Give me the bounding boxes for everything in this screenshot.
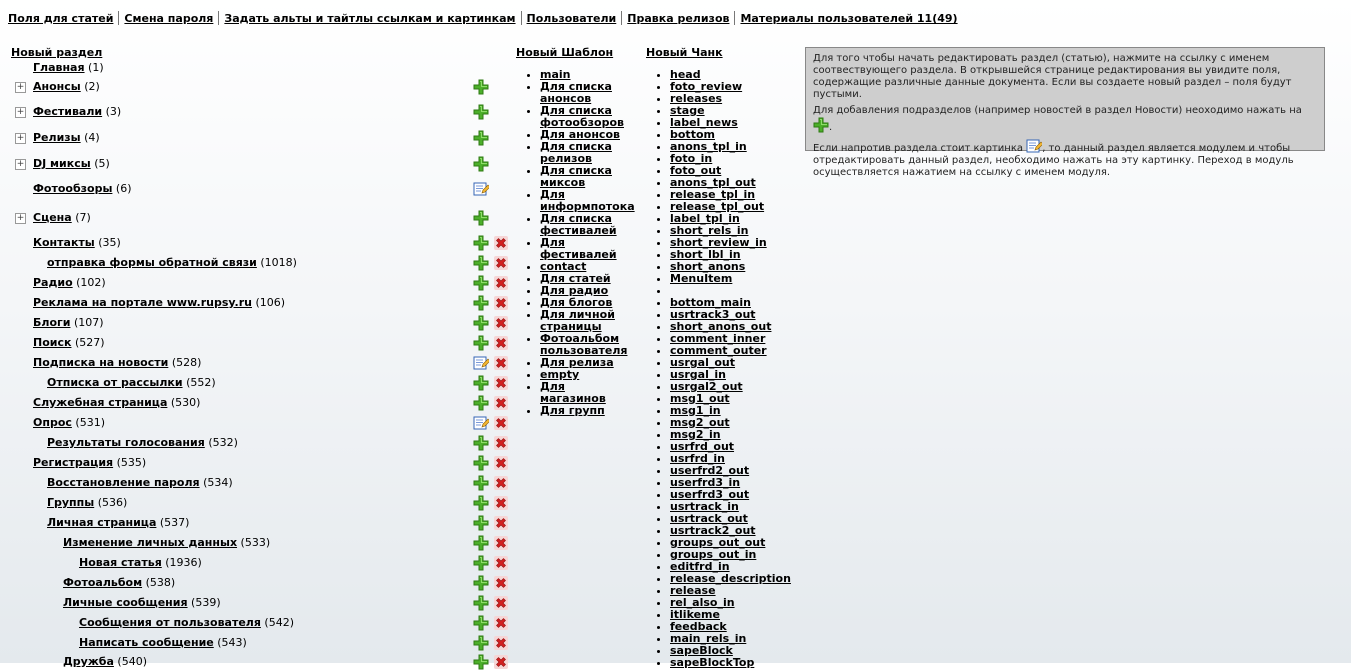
chunk-link[interactable]: releases xyxy=(670,92,723,105)
list-item xyxy=(540,405,635,417)
list-item xyxy=(670,273,791,285)
chunk-link[interactable]: comment_outer xyxy=(670,344,767,357)
tree-row xyxy=(0,104,515,120)
section-count: (3) xyxy=(105,105,122,118)
section-link[interactable]: Новая статья xyxy=(79,556,162,569)
section-link[interactable]: Реклама на портале www.rupsy.ru xyxy=(33,296,252,309)
edit-module-icon[interactable] xyxy=(473,181,489,197)
section-count: (537) xyxy=(159,516,190,529)
tree-item xyxy=(33,395,200,411)
template-link[interactable]: Для релиза xyxy=(540,356,614,369)
template-link[interactable]: contact xyxy=(540,260,587,273)
template-link[interactable]: Для списка миксов xyxy=(540,164,612,189)
plus-icon[interactable] xyxy=(473,615,489,631)
chunk-link[interactable]: anons_tpl_out xyxy=(670,176,756,189)
section-count: (534) xyxy=(203,476,233,489)
chunk-link[interactable]: userfrd3_in xyxy=(670,476,741,489)
help-text-1: Для того чтобы начать редактировать раздел (статью), нажмите на ссылку с именем соотвествующего раздела. В открывшейся странице редактирования вы увидите поля, содержащие различные данные документа. Если вы создаете новый раздел – поля будут пустыми. xyxy=(813,53,1292,100)
plus-icon[interactable] xyxy=(473,295,489,311)
tree-row xyxy=(0,654,515,670)
tree-item xyxy=(33,315,104,331)
tree-row xyxy=(0,60,515,76)
new-section-link[interactable]: Новый раздел xyxy=(11,46,103,59)
chunk-link[interactable]: sapeBlock xyxy=(670,644,733,657)
delete-icon[interactable] xyxy=(493,295,509,311)
section-count: (531) xyxy=(75,416,105,429)
nav-link[interactable]: Задать альты и тайтлы ссылкам и картинкам xyxy=(224,12,516,25)
nav-separator xyxy=(621,11,622,25)
delete-icon[interactable] xyxy=(493,615,509,631)
chunk-link[interactable]: usrtrack_out xyxy=(670,512,748,525)
section-count: (106) xyxy=(255,296,286,309)
delete-icon[interactable] xyxy=(493,375,509,391)
plus-icon[interactable] xyxy=(473,79,489,95)
plus-icon[interactable] xyxy=(473,335,489,351)
tree-item xyxy=(33,355,201,371)
plus-icon[interactable] xyxy=(473,455,489,471)
section-count: (102) xyxy=(76,276,106,289)
plus-icon[interactable] xyxy=(473,315,489,331)
chunk-link[interactable]: foto_in xyxy=(670,152,713,165)
tree-row xyxy=(0,475,515,491)
section-tree xyxy=(0,0,520,668)
section-link[interactable]: Радио xyxy=(33,276,73,289)
tree-item xyxy=(33,210,91,226)
section-link[interactable]: Дружба xyxy=(63,655,114,668)
tree-item xyxy=(33,295,285,311)
expand-plus-icon[interactable]: + xyxy=(16,213,25,223)
tree-item xyxy=(79,555,202,571)
template-link[interactable]: Для магазинов xyxy=(540,380,606,405)
section-link[interactable]: Опрос xyxy=(33,416,72,429)
plus-icon[interactable] xyxy=(473,210,489,226)
chunk-link[interactable]: anons_tpl_in xyxy=(670,140,747,153)
plus-icon[interactable] xyxy=(473,575,489,591)
tree-row xyxy=(0,615,515,631)
chunk-link[interactable]: stage xyxy=(670,104,705,117)
delete-icon[interactable] xyxy=(493,235,509,251)
edit-module-icon xyxy=(1026,138,1042,154)
delete-icon[interactable] xyxy=(493,495,509,511)
tree-item xyxy=(79,615,294,631)
chunk-link[interactable]: short_review_in xyxy=(670,236,767,249)
section-link[interactable]: Контакты xyxy=(33,236,95,249)
plus-icon[interactable] xyxy=(473,595,489,611)
template-link[interactable]: Для личной страницы xyxy=(540,308,615,333)
tree-item xyxy=(79,635,247,651)
chunk-link[interactable]: usrgal_out xyxy=(670,356,736,369)
template-link[interactable]: Для радио xyxy=(540,284,609,297)
plus-icon[interactable] xyxy=(473,635,489,651)
section-count: (532) xyxy=(208,436,238,449)
chunk-link[interactable]: bottom_main xyxy=(670,296,751,309)
section-link[interactable]: Восстановление пароля xyxy=(47,476,200,489)
expand-plus-icon[interactable]: + xyxy=(16,133,25,143)
chunk-link[interactable]: label_news xyxy=(670,116,738,129)
tree-item xyxy=(63,654,147,670)
chunk-link[interactable]: msg2_in xyxy=(670,428,721,441)
plus-icon[interactable] xyxy=(473,235,489,251)
section-link[interactable]: Поиск xyxy=(33,336,72,349)
section-link[interactable]: Фотоальбом xyxy=(63,576,143,589)
plus-icon[interactable] xyxy=(473,435,489,451)
tree-row xyxy=(0,181,515,197)
delete-icon[interactable] xyxy=(493,415,509,431)
chunk-link[interactable]: usrgal2_out xyxy=(670,380,743,393)
delete-icon[interactable] xyxy=(493,575,509,591)
plus-icon[interactable] xyxy=(473,130,489,146)
tree-row xyxy=(0,375,515,391)
section-link[interactable]: Фестивали xyxy=(33,105,103,118)
tree-item xyxy=(33,181,132,197)
help-text-3: Если напротив раздела стоит картинка , то данный раздел является модулем и чтобы отредактировать данный раздел, необходимо нажать на эту картинку. Переход в модуль осуществляется нажатием на ссылку с именем модуля. xyxy=(813,138,1317,179)
chunk-link[interactable]: usrfrd_out xyxy=(670,440,735,453)
section-link[interactable]: Фотообзоры xyxy=(33,182,113,195)
chunk-link[interactable]: itlikeme xyxy=(670,608,720,621)
section-count: (4) xyxy=(84,131,100,144)
chunk-link[interactable]: usrfrd_in xyxy=(670,452,725,465)
section-count: (7) xyxy=(75,211,91,224)
section-count: (35) xyxy=(98,236,121,249)
section-link[interactable]: Регистрация xyxy=(33,456,114,469)
chunk-link[interactable]: comment_inner xyxy=(670,332,766,345)
template-link[interactable]: Для информпотока xyxy=(540,188,635,213)
section-count: (539) xyxy=(191,596,221,609)
section-link[interactable]: отправка формы обратной связи xyxy=(47,256,257,269)
help-text-2: Для добавления подразделов (например новостей в раздел Новости) неоходимо нажать на . xyxy=(813,105,1302,133)
chunk-link[interactable]: foto_review xyxy=(670,80,743,93)
section-link[interactable]: DJ миксы xyxy=(33,157,91,170)
plus-icon[interactable] xyxy=(473,275,489,291)
chunk-link[interactable]: short_anons_out xyxy=(670,320,772,333)
tree-item xyxy=(47,375,216,391)
chunk-link[interactable]: feedback xyxy=(670,620,727,633)
tree-item xyxy=(33,79,100,95)
tree-row xyxy=(0,555,515,571)
templates-list xyxy=(516,69,635,417)
chunk-link[interactable]: release_tpl_in xyxy=(670,188,756,201)
nav-separator xyxy=(521,11,522,25)
tree-item xyxy=(63,575,175,591)
new-chunk-link[interactable]: Новый Чанк xyxy=(646,46,723,59)
tree-item xyxy=(47,435,238,451)
template-link[interactable]: empty xyxy=(540,368,580,381)
tree-item xyxy=(47,515,189,531)
plus-icon[interactable] xyxy=(473,495,489,511)
list-item xyxy=(540,237,635,261)
chunk-link[interactable]: release_tpl_out xyxy=(670,200,765,213)
chunk-link[interactable]: msg1_in xyxy=(670,404,721,417)
chunk-link[interactable]: usrtrack_in xyxy=(670,500,739,513)
chunk-link[interactable]: short_rels_in xyxy=(670,224,749,237)
section-count: (540) xyxy=(117,655,147,668)
section-link[interactable]: Результаты голосования xyxy=(47,436,205,449)
tree-row xyxy=(0,635,515,651)
tree-row xyxy=(0,295,515,311)
chunk-link[interactable]: groups_out_out xyxy=(670,536,766,549)
new-template-link[interactable]: Новый Шаблон xyxy=(516,46,614,59)
chunk-link[interactable]: sapeBlockTop xyxy=(670,656,755,669)
template-link[interactable]: Для анонсов xyxy=(540,128,620,141)
chunk-link[interactable]: short_anons xyxy=(670,260,746,273)
section-link[interactable]: Отписка от рассылки xyxy=(47,376,183,389)
nav-link[interactable]: Поля для статей xyxy=(8,12,114,25)
plus-icon[interactable] xyxy=(473,395,489,411)
plus-icon[interactable] xyxy=(473,555,489,571)
plus-icon[interactable] xyxy=(473,255,489,271)
chunk-link[interactable]: msg2_out xyxy=(670,416,730,429)
delete-icon[interactable] xyxy=(493,654,509,670)
chunks-list xyxy=(646,69,791,669)
tree-item xyxy=(33,455,146,471)
tree-row xyxy=(0,535,515,551)
section-count: (542) xyxy=(264,616,295,629)
section-count: (535) xyxy=(116,456,147,469)
delete-icon[interactable] xyxy=(493,335,509,351)
plus-icon[interactable] xyxy=(473,156,489,172)
template-link[interactable]: Для списка релизов xyxy=(540,140,612,165)
section-link[interactable]: Группы xyxy=(47,496,95,509)
section-count: (5) xyxy=(94,157,110,170)
list-item xyxy=(540,81,635,105)
tree-item xyxy=(33,156,110,172)
tree-row xyxy=(0,210,515,226)
section-count: (530) xyxy=(170,396,201,409)
section-count: (2) xyxy=(84,80,100,93)
chunk-link[interactable]: short_lbl_in xyxy=(670,248,741,261)
tree-row xyxy=(0,495,515,511)
template-link[interactable]: Для статей xyxy=(540,272,611,285)
delete-icon[interactable] xyxy=(493,395,509,411)
help-panel xyxy=(805,47,1325,178)
section-count: (528) xyxy=(171,356,202,369)
template-link[interactable]: main xyxy=(540,68,571,81)
tree-row xyxy=(0,335,515,351)
nav-link[interactable]: Пользователи xyxy=(526,12,617,25)
tree-row xyxy=(0,355,515,371)
section-count: (527) xyxy=(74,336,105,349)
section-count: (552) xyxy=(186,376,216,389)
plus-icon[interactable] xyxy=(473,654,489,670)
section-link[interactable]: Служебная страница xyxy=(33,396,168,409)
section-link[interactable]: Изменение личных данных xyxy=(63,536,238,549)
edit-module-icon[interactable] xyxy=(473,355,489,371)
tree-row xyxy=(0,515,515,531)
delete-icon[interactable] xyxy=(493,515,509,531)
chunk-link[interactable]: bottom xyxy=(670,128,715,141)
section-link[interactable]: Личная страница xyxy=(47,516,157,529)
section-count: (107) xyxy=(73,316,104,329)
tree-item xyxy=(33,104,121,120)
delete-icon[interactable] xyxy=(493,455,509,471)
chunk-link[interactable]: userfrd3_out xyxy=(670,488,750,501)
list-item xyxy=(540,165,635,189)
plus-icon[interactable] xyxy=(473,475,489,491)
section-link[interactable]: Главная xyxy=(33,61,85,74)
tree-item xyxy=(33,235,121,251)
list-item xyxy=(540,309,635,333)
template-link[interactable]: Для блогов xyxy=(540,296,613,309)
chunk-link[interactable]: userfrd2_out xyxy=(670,464,750,477)
nav-link[interactable]: Материалы пользователей 11(49) xyxy=(740,12,958,25)
section-count: (6) xyxy=(115,182,132,195)
tree-item xyxy=(63,595,221,611)
delete-icon[interactable] xyxy=(493,555,509,571)
delete-icon[interactable] xyxy=(493,255,509,271)
list-item xyxy=(540,333,635,357)
list-item xyxy=(540,189,635,213)
chunk-link[interactable]: release xyxy=(670,584,716,597)
tree-item xyxy=(47,255,297,271)
template-link[interactable]: Для фестивалей xyxy=(540,236,617,261)
section-link[interactable]: Сцена xyxy=(33,211,72,224)
tree-row xyxy=(0,395,515,411)
section-link[interactable]: Блоги xyxy=(33,316,71,329)
delete-icon[interactable] xyxy=(493,435,509,451)
template-link[interactable]: Фотоальбом пользователя xyxy=(540,332,628,357)
plus-icon[interactable] xyxy=(473,375,489,391)
plus-icon xyxy=(813,117,829,133)
tree-row xyxy=(0,435,515,451)
delete-icon[interactable] xyxy=(493,535,509,551)
section-link[interactable]: Релизы xyxy=(33,131,81,144)
expand-plus-icon[interactable]: + xyxy=(16,82,25,92)
chunk-link[interactable]: usrtrack3_out xyxy=(670,308,756,321)
section-count: (1936) xyxy=(165,556,202,569)
expand-plus-icon[interactable]: + xyxy=(16,159,25,169)
template-link[interactable]: Для групп xyxy=(540,404,605,417)
tree-row xyxy=(0,255,515,271)
tree-row xyxy=(0,595,515,611)
list-item xyxy=(670,657,791,669)
template-link[interactable]: Для списка анонсов xyxy=(540,80,612,105)
tree-row xyxy=(0,575,515,591)
nav-separator xyxy=(734,11,735,25)
tree-item xyxy=(33,60,104,76)
chunk-link[interactable]: main_rels_in xyxy=(670,632,747,645)
plus-icon[interactable] xyxy=(473,515,489,531)
section-link[interactable]: Личные сообщения xyxy=(63,596,188,609)
section-count: (538) xyxy=(145,576,176,589)
nav-link[interactable]: Смена пароля xyxy=(124,12,214,25)
list-item xyxy=(540,381,635,405)
chunk-link[interactable]: release_description xyxy=(670,572,791,585)
section-link[interactable]: Подписка на новости xyxy=(33,356,169,369)
tree-item xyxy=(33,415,105,431)
template-link[interactable]: Для списка фотообзоров xyxy=(540,104,624,129)
section-count: (533) xyxy=(240,536,271,549)
tree-item xyxy=(47,475,233,491)
section-count: (543) xyxy=(217,636,247,649)
section-link[interactable]: Написать сообщение xyxy=(79,636,214,649)
tree-item xyxy=(47,495,127,511)
delete-icon[interactable] xyxy=(493,595,509,611)
tree-item xyxy=(33,275,106,291)
templates-column xyxy=(516,46,635,417)
chunk-link[interactable]: head xyxy=(670,68,701,81)
delete-icon[interactable] xyxy=(493,635,509,651)
chunk-link[interactable]: groups_out_in xyxy=(670,548,757,561)
list-item xyxy=(540,105,635,129)
tree-row xyxy=(0,79,515,95)
edit-module-icon[interactable] xyxy=(473,415,489,431)
delete-icon[interactable] xyxy=(493,355,509,371)
tree-item xyxy=(33,335,105,351)
tree-row xyxy=(0,275,515,291)
chunk-link[interactable]: foto_out xyxy=(670,164,722,177)
tree-item xyxy=(63,535,270,551)
section-link[interactable]: Сообщения от пользователя xyxy=(79,616,261,629)
chunk-link[interactable]: usrtrack2_out xyxy=(670,524,756,537)
section-count: (1) xyxy=(88,61,104,74)
chunk-link[interactable]: msg1_out xyxy=(670,392,730,405)
delete-icon[interactable] xyxy=(493,275,509,291)
tree-row xyxy=(0,235,515,251)
chunk-link[interactable]: rel_also_in xyxy=(670,596,735,609)
plus-icon[interactable] xyxy=(473,535,489,551)
tree-row xyxy=(0,415,515,431)
tree-row xyxy=(0,130,515,146)
tree-row xyxy=(0,156,515,172)
chunks-column xyxy=(646,46,791,669)
list-item xyxy=(540,213,635,237)
delete-icon[interactable] xyxy=(493,315,509,331)
chunk-link[interactable]: label_tpl_in xyxy=(670,212,740,225)
plus-icon[interactable] xyxy=(473,104,489,120)
section-count: (536) xyxy=(97,496,128,509)
section-link[interactable]: Анонсы xyxy=(33,80,81,93)
chunk-link[interactable]: editfrd_in xyxy=(670,560,730,573)
tree-item xyxy=(33,130,100,146)
nav-link[interactable]: Правка релизов xyxy=(627,12,730,25)
delete-icon[interactable] xyxy=(493,475,509,491)
chunk-link[interactable]: MenuItem xyxy=(670,272,733,285)
list-item xyxy=(540,141,635,165)
template-link[interactable]: Для списка фестивалей xyxy=(540,212,617,237)
section-count: (1018) xyxy=(260,256,297,269)
chunk-link[interactable]: usrgal_in xyxy=(670,368,726,381)
tree-row xyxy=(0,455,515,471)
expand-plus-icon[interactable]: + xyxy=(16,107,25,117)
tree-row xyxy=(0,315,515,331)
